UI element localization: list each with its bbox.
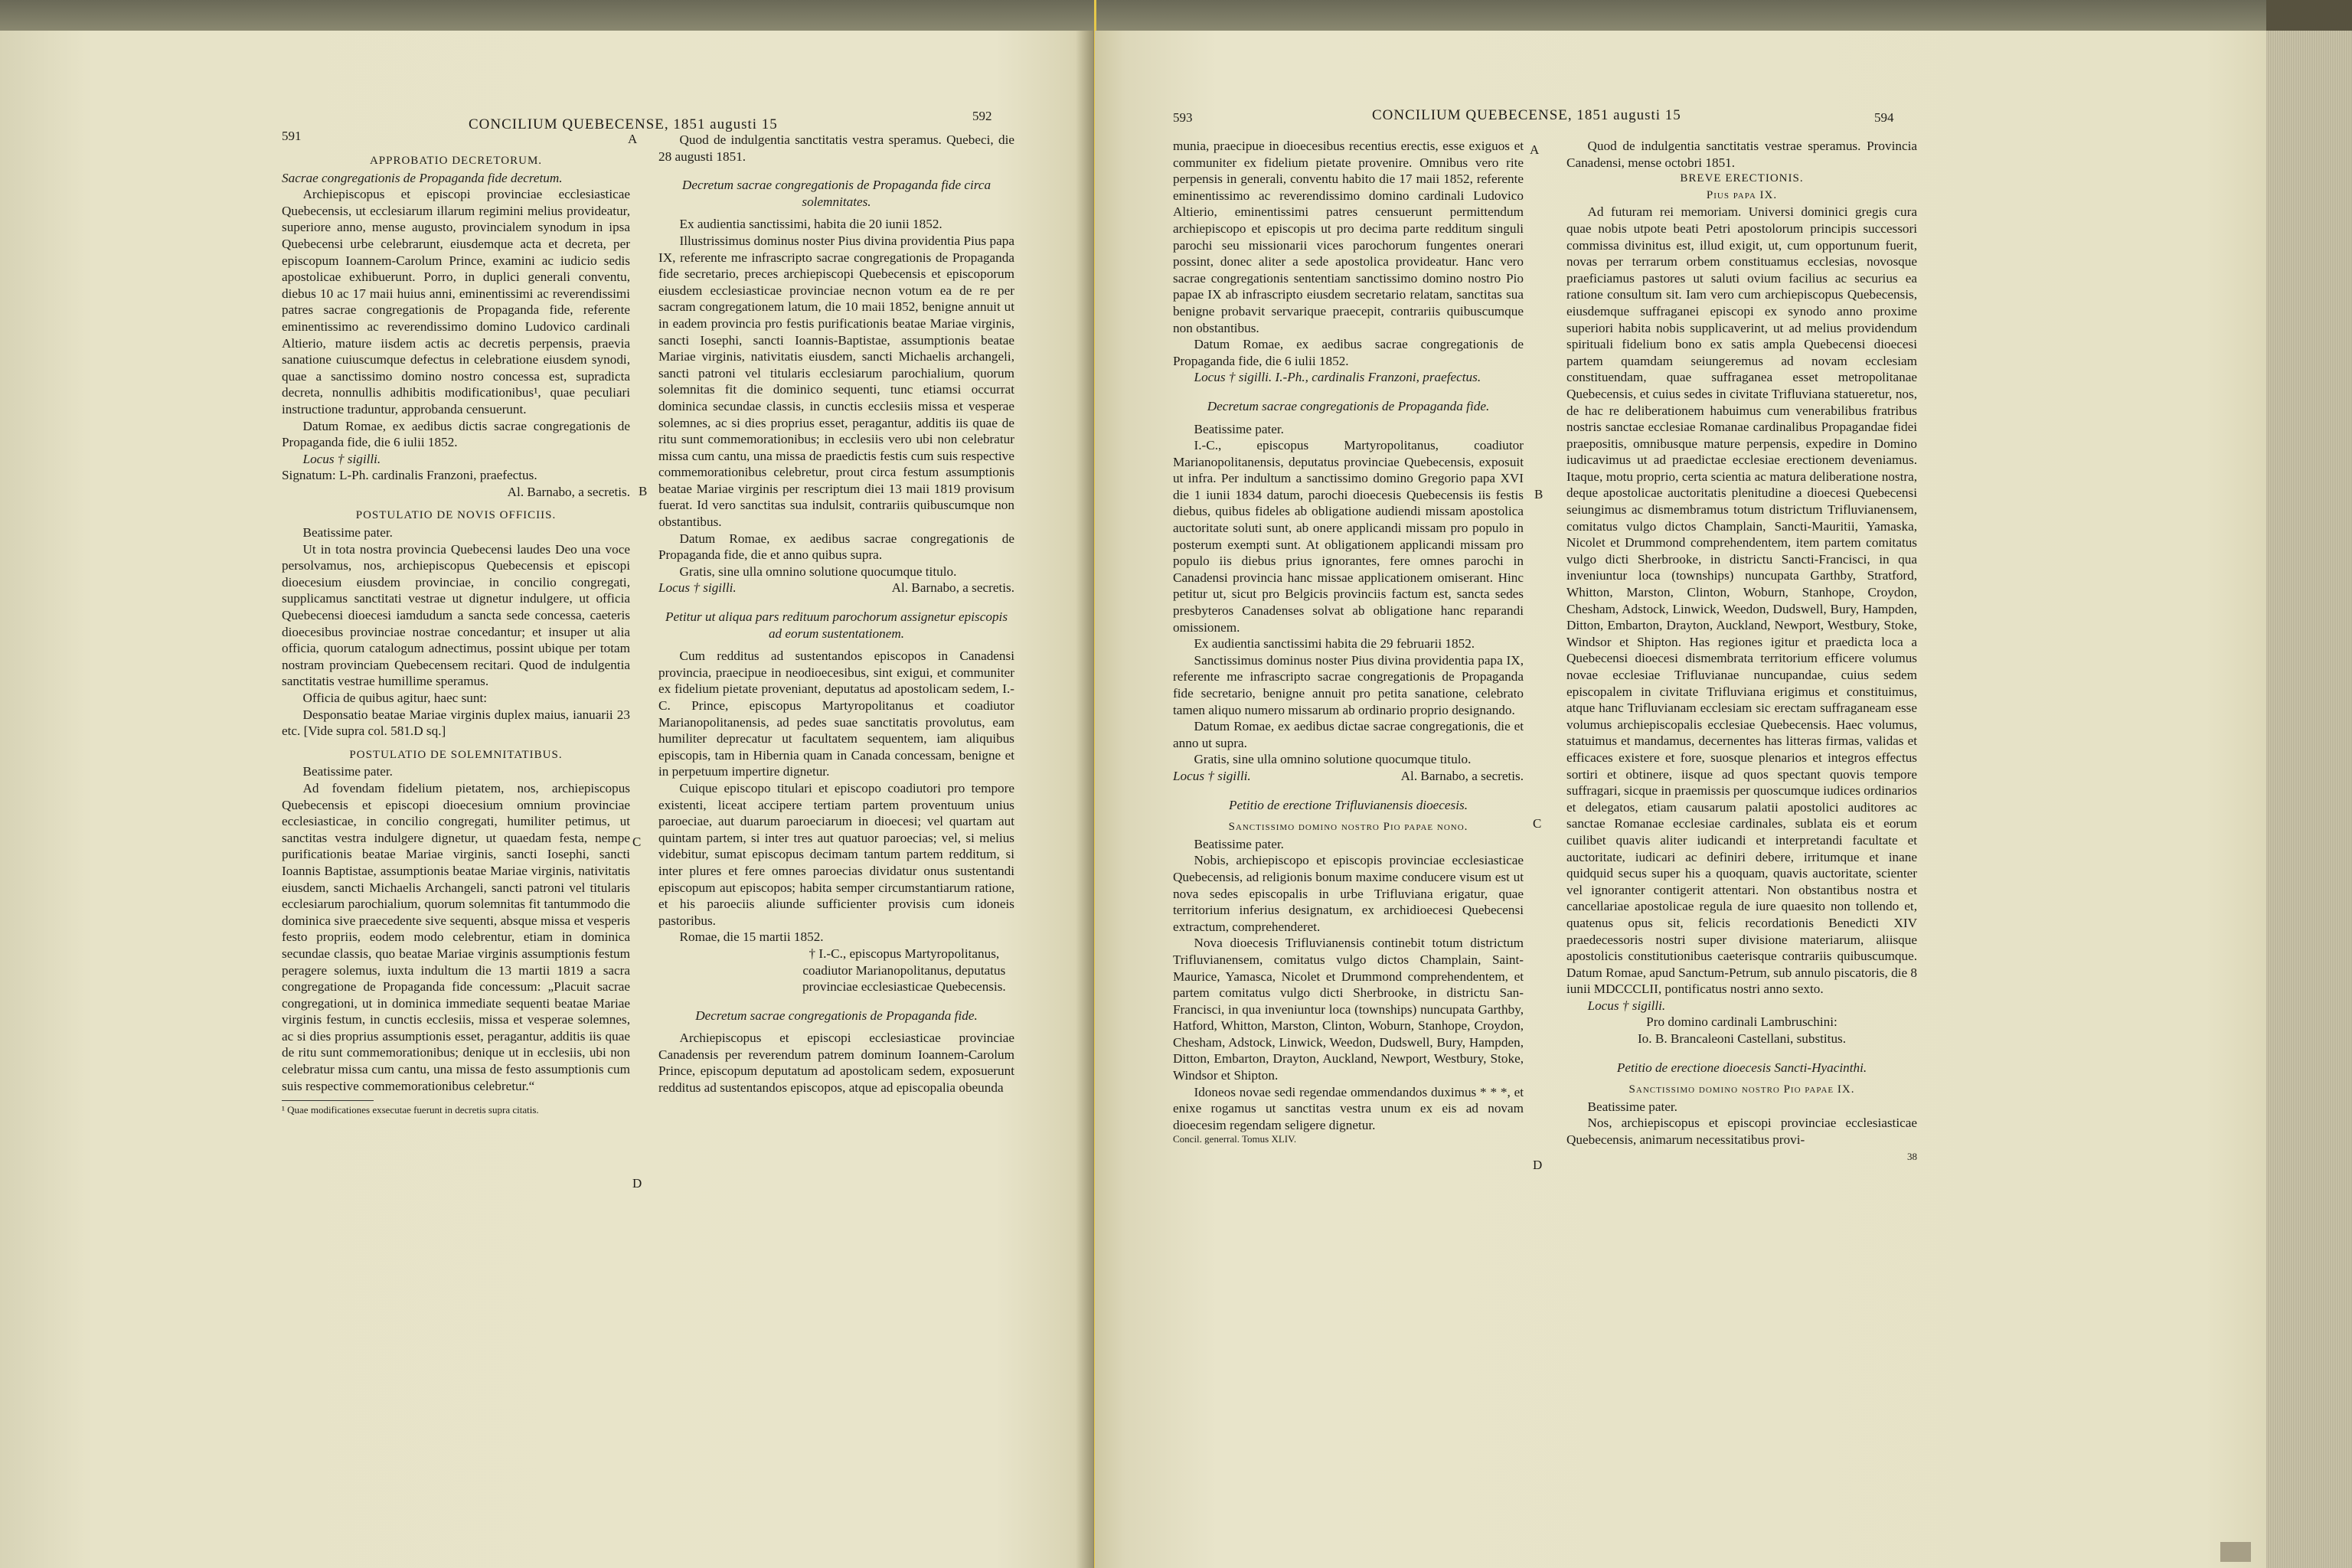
subheading: Decretum sacrae congregationis de Propaganda fide. bbox=[695, 1008, 978, 1023]
seal-line: Locus † sigilli. bbox=[1587, 998, 1666, 1013]
footnote: ¹ Quae modificationes exsecutae fuerunt in decretis supra citatis. bbox=[282, 1104, 539, 1116]
paragraph: Idoneos novae sedi regendae ommendandos duximus * * *, et enixe rogamus ut sanctitas vestra unum ex eis ad novam dioecesim regendam seligere dignetur. bbox=[1173, 1084, 1524, 1132]
paragraph: Quod de indulgentia sanctitatis vestra speramus. Quebeci, die 28 augusti 1851. bbox=[658, 132, 1014, 164]
footnote: Concil. generral. Tomus XLIV. bbox=[1173, 1133, 1297, 1145]
page-edge-top bbox=[2266, 0, 2352, 31]
signature-line: Pro domino cardinali Lambruschini: bbox=[1646, 1014, 1838, 1030]
subheading: Sacrae congregationis de Propaganda fide decretum. bbox=[282, 170, 563, 185]
paragraph: Desponsatio beatae Mariae virginis duplex maius, ianuarii 23 etc. [Vide supra col. 581.D sq.] bbox=[282, 707, 630, 739]
signature-left: Locus † sigilli. bbox=[658, 580, 737, 596]
paragraph: Datum Romae, ex aedibus sacrae congregationis de Propaganda fide, die et anno quibus supra. bbox=[658, 531, 1014, 563]
margin-letter-b: B bbox=[639, 484, 648, 498]
paragraph: Beatissime pater. bbox=[302, 764, 393, 779]
signature-line: Io. B. Brancaleoni Castellani, substitus. bbox=[1637, 1031, 1847, 1047]
signature-left: Signatum: L-Ph. cardinalis Franzoni, praefectus. bbox=[282, 468, 537, 483]
signature-row bbox=[282, 467, 630, 484]
left-page bbox=[0, 31, 1095, 1568]
section-heading: POSTULATIO DE SOLEMNITATIBUS. bbox=[349, 748, 563, 761]
column-number-right: 592 bbox=[972, 109, 992, 123]
paragraph: Quod de indulgentia sanctitatis vestrae speramus. Provincia Canadensi, mense octobri 1851. bbox=[1566, 139, 1917, 170]
column-number-left: 591 bbox=[282, 129, 302, 143]
margin-letter-d: D bbox=[632, 1176, 642, 1191]
page-edges bbox=[2266, 31, 2352, 1568]
spacer bbox=[1173, 785, 1524, 792]
footnote-rule bbox=[282, 1100, 374, 1101]
paragraph: I.-C., episcopus Martyropolitanus, coadiutor Marianopolitanensis, deputatus provinciae Quebecensis, exposuit ut infra. Per indultum a sanctissimo domino Gregorio papa XVI die 1 iunii 1834 datum, parochi dioecesis Quebecensis iis festis diebus, quibus fideles ab obligatione audiendi missam apostolica auctoritate soluti sunt, ab onere applicandi missam pro populo in posterum exempti sunt. At obligationem applicandi missam pro populo iis diebus prius ignorantes, fere omnes parochi in Canadensi provincia hanc missae applicationem omiserant. Hinc petitur ut, sicut pro Belgicis provinciis factum est, sancta sedes presbyteros Canadenses solvat ab obligatione hanc reparandi omissionem. bbox=[1173, 438, 1524, 635]
signature-number: 38 bbox=[1907, 1150, 1917, 1162]
paragraph: Officia de quibus agitur, haec sunt: bbox=[302, 691, 488, 705]
paragraph: Nova dioecesis Trifluvianensis continebit totum districtum Trifluvianensem, comitatus vulgo dictos Champlain, Saint-Maurice, Yamasca, Nicolet et Drummond comprehendentem, et partem comitatus vulgo dicti Sherbrooke, in districtu San-Francisci, in qua inveniuntur loca (townships) nuncupata Garthby, Hatford, Whitton, Marston, Clinton, Woburn, Stanhope, Croydon, Chesham, Adstock, Linwick, Weedon, Dudswell, Bury, Hampden, Ditton, Embarton, Drayton, Auckland, Newport, Westbury, Stoke, Windsor et Shipton. bbox=[1173, 936, 1524, 1083]
spacer bbox=[282, 500, 630, 508]
subheading: Petitio de erectione Trifluvianensis dioecesis. bbox=[1228, 797, 1468, 812]
right-page bbox=[1095, 31, 2266, 1568]
margin-letter-b: B bbox=[1534, 487, 1544, 501]
signature-row bbox=[658, 580, 1014, 596]
margin-letter-a: A bbox=[1530, 142, 1540, 157]
paragraph: Ex audientia sanctissimi, habita die 20 iunii 1852. bbox=[679, 217, 942, 232]
paragraph: Sanctissimus dominus noster Pius divina providentia papa IX, referente me infrascripto sacrae congregationis de Propaganda fide secretario, benigne annuit pro petita sanatione, celebrato tamen aliquo numero missarum ab ordinario proprio designando. bbox=[1173, 652, 1524, 717]
book-tab bbox=[2220, 1542, 2251, 1562]
margin-letter-a: A bbox=[628, 132, 638, 146]
paragraph: Cum redditus ad sustentandos episcopos in Canadensi provincia, praecipue in neodioecesibus, sint exigui, et communiter ex fidelium pietate proveniant, deputatus ad apostolicam sedem, I.-C. Prince, episcopus Martyropolitanus et coadiutor Marianopolitanensis, ad pedes suae sanctitatis provolutus, eam humiliter deprecatur ut facultatem sequentem, iam aliquibus episcopis, tam in Hibernia quam in Canada concessam, benigne et in perpetuum impertire dignetur. bbox=[658, 648, 1014, 779]
paragraph: Beatissime pater. bbox=[1194, 421, 1284, 436]
column-number-right: 594 bbox=[1874, 110, 1894, 125]
section-heading: POSTULATIO DE NOVIS OFFICIIS. bbox=[355, 509, 557, 522]
paragraph: Ut in tota nostra provincia Quebecensi laudes Deo una voce persolvamus, nos, archiepiscopus Quebecensis et episcopi dioecesium eiusdem provinciae, in concilio congregati, supplicamus sanctitati vestrae ut dignetur indulgere, ut officia Quebecensi dioecesi iamdudum a sancta sede concessa, caeteris dioecesibus provinciae nostrae concedantur; et insuper ut alia officia, quorum catalogum adnectimus, possint ubique per totam nostram provinciam Quebecensem recitari. Quod de indulgentia sanctitatis vestrae humillime speramus. bbox=[282, 541, 630, 689]
address-line: Sanctissimo domino nostro Pio papae IX. bbox=[1628, 1083, 1855, 1096]
address-line: Sanctissimo domino nostro Pio papae nono. bbox=[1228, 821, 1468, 834]
paragraph: Archiepiscopus et episcopi ecclesiasticae provinciae Canadensis per reverendum patrem dominum Ioannem-Carolum Prince, episcopum deputatum ad apostolicam sedem, exposuerunt redditus ad sustentandos episcopos, atque ad episcopalia obeunda bbox=[658, 1031, 1014, 1096]
subheading: Petitio de erectione dioecesis Sancti-Hyacinthi. bbox=[1616, 1060, 1867, 1075]
paragraph: Datum Romae, ex aedibus sacrae congregationis de Propaganda fide, die 6 iulii 1852. bbox=[1173, 337, 1524, 368]
signature-left: Locus † sigilli. bbox=[1173, 768, 1251, 783]
running-header-right: CONCILIUM QUEBECENSE, 1851 augusti 15 bbox=[1372, 107, 1681, 123]
spacer bbox=[1566, 1047, 1917, 1055]
paragraph: Ad fovendam fidelium pietatem, nos, archiepiscopus Quebecensis et episcopi dioecesium omnium provinciae ecclesiasticae, in concilio congregati, humiliter petimus, ut sanctitas vestra indulgere dignetur, ut quaedam festa, nempe purificationis beatae Mariae virginis, sancti Iosephi, sancti Ioannis Baptistae, assumptionis beatae Mariae virginis, nativitatis eiusdem, sancti Michaelis Archangeli, sancti patroni vel titularis ecclesiarum parochialium, quorum solemnitas fit tantummodo die dominica sive praecedente sive sequenti, absque missa et vesperis festo propriis, eodem modo celebrentur, etiam in dominica secundae classis, quo beatae Mariae virginis assumptionis festum peragere solemus, iuxta indultum die 13 martii 1819 a sacra congregatione de Propaganda fide concessum: „Placuit sacrae congregationi, ut in dominica immediate sequenti beatae Mariae virginis festum, in cunctis ecclesiis, missa et vesperae solemnes, ac si dies proprius assumptionis esset, peragantur, additis iis quae de ritu sunt commemorationibus; denique ut in ecclesiis, ubi non celebratur missa cum cantu, una missa de festo assumptionis cum suis respective commemorationibus celebretur.“ bbox=[282, 780, 630, 1093]
subheading: Decretum sacrae congregationis de Propaganda fide circa solemnitates. bbox=[681, 178, 991, 209]
paragraph: Datum Romae, ex aedibus dictae sacrae congregationis, die et anno ut supra. bbox=[1173, 719, 1524, 750]
spacer bbox=[282, 740, 630, 747]
seal-line: Locus † sigilli. I.-Ph., cardinalis Franzoni, praefectus. bbox=[1194, 370, 1481, 385]
seal-line: Locus † sigilli. bbox=[302, 451, 381, 466]
column-593 bbox=[1173, 138, 1524, 1145]
paragraph: Beatissime pater. bbox=[1194, 836, 1284, 851]
paragraph: Romae, die 15 martii 1852. bbox=[679, 929, 824, 945]
paragraph: Ad futuram rei memoriam. Universi dominici gregis cura quae nobis utpote beati Petri apostolorum principis successori commissa divinitus est, illud exigit, ut, cum opportunum fuerit, novas per terrarum orbem constituamus ecclesias, novosque praeficiamus pastores ut saluti ovium facilius ac securius ea ratione consultum sit. Iam vero cum archiepiscopus Quebecensis, eiusdemque suffraganei episcopi ex synodo anno proxime superiori habita nobis supplicaverint, ut ad melius providendum spirituali fidelium bono ex satis ampla Quebecensi dioecesi partem quamdam seiungeremus ad novam ecclesiam constituendam, quae suffraganea esset metropolitanae Quebecensis, et cuius sedes in civitate Trifluviana statueretur, nos, de hac re deliberationem habuimus cum venerabilibus fratribus nostris sanctae ecclesiae Romanae cardinalibus Propagandae fidei praepositis, omnibusque mature perpensis, expedire in Domino iudicavimus ut ad praedictae ecclesiae erectionem deveniamus. Itaque, motu proprio, certa scientia ac matura deliberatione nostra, deque apostolicae auctoritatis plenitudine a dioecesi Quebecensi seiungimus ac dismembramus totum districtum Trifluvianensem, comitatus vulgo dictos Champlain, Sancti-Mauritii, Yamaska, Nicolet et Drummond comprehendentem, item partem comitatus vulgo dicti Sherbrooke, in districtu Sancti-Francisci, in qua inveniuntur loca (townships) nuncupata Garthby, Stratford, Whitton, Marston, Clinton, Woburn, Stanhope, Croydon, Chesham, Adstock, Linwick, Weedon, Dudswell, Bury, Hampden, Ditton, Embarton, Drayton, Auckland, Newport, Westbury, Stoke, Windsor et Shipton. Has regiones igitur et praedicta loca a Quebecensi dioecesi dismembrata territorium efficere volumus novae ecclesiae Trifluvianae nuncupandae, cuius sedem episcopalem in civitate Trifluviana erigimus et constituimus, atque hanc Trifluvianam ecclesiam sic erectam suffraganeam esse volumus archiepiscopalis ecclesiae Quebecensis. Haec volumus, statuimus et mandamus, decernentes has litteras firmas, validas et efficaces existere et fore, suosque plenarios et integros effectus sortiri et obtinere, iisque ad quos spectant quovis tempore suffragari, sicque in praemissis per quoscumque iudices ordinarios et delegatos, etiam causarum palatii apostolici auditores ac sanctae Romanae ecclesiae cardinales, sublata eis et eorum cuilibet quavis aliter iudicandi et interpretandi facultate et auctoritate, iudicari ac definiri debere, irritumque et inane quidquid secus super his a quoquam, quavis auctoritate, scienter vel ignoranter contigerit attentari. Non obstantibus nostra et cancellariae apostolicae regula de iure quaesito non tollendo et, quatenus opus sit, felicis recordationis Benedicti XIV praedecessoris nostri super divisione materiarum, aliisque apostolicis constitutionibus caeterisque contrariis quibuscumque. Datum Romae, apud Sanctum-Petrum, sub annulo piscatoris, die 8 iunii MDCCCLII, pontificatus nostri anno sexto. bbox=[1566, 204, 1917, 997]
column-594 bbox=[1566, 138, 1917, 1165]
paragraph: Nos, archiepiscopus et episcopi provinciae ecclesiasticae Quebecensis, animarum necessitatibus provi- bbox=[1566, 1116, 1917, 1148]
address-line: Pius papa IX. bbox=[1706, 188, 1778, 201]
signature-line: Al. Barnabo, a secretis. bbox=[507, 484, 630, 499]
paragraph: munia, praecipue in dioecesibus recentius erectis, esse exiguos et communiter ex fidelium pietate provenire. Omnibus vero rite perpensis in generali, conventu habito die 17 maii 1852, referente eminentissimo ac reverendissimo domino cardinali Ludovico Altierio, eminentissimi patres censuerunt permittendum archiepiscopo et episcopis ut pro decima parte redditum singuli parochi seu missionarii vices parochorum fungentes onerari possint, donec aliter a sede apostolica provideatur. Hanc vero sacrae congregationis sententiam sanctissimo domino nostro Pio papae IX ab infrascripto eiusdem secretario relatam, sanctitas sua benigne probavit servarique praecepit, contrariis quibuscumque non obstantibus. bbox=[1173, 139, 1524, 335]
paragraph: Gratis, sine ulla omnino solutione quocumque titulo. bbox=[679, 564, 957, 579]
subheading: Decretum sacrae congregationis de Propaganda fide. bbox=[1207, 398, 1490, 413]
margin-letter-c: C bbox=[1533, 816, 1542, 831]
paragraph: Gratis, sine ulla omnino solutione quocumque titulo. bbox=[1194, 752, 1472, 767]
spacer bbox=[658, 596, 1014, 604]
paragraph: Beatissime pater. bbox=[1587, 1099, 1677, 1114]
section-heading: APPROBATIO DECRETORUM. bbox=[369, 155, 543, 167]
margin-letter-d: D bbox=[1533, 1158, 1543, 1172]
column-592 bbox=[658, 132, 1014, 1096]
column-number-left: 593 bbox=[1173, 110, 1193, 125]
spacer bbox=[1173, 386, 1524, 394]
background-top bbox=[0, 0, 2266, 31]
signature-right: Al. Barnabo, a secretis. bbox=[1400, 768, 1524, 783]
paragraph: Archiepiscopus et episcopi provinciae ecclesiasticae Quebecensis, ut ecclesiarum illarum regimini melius provideatur, superiore anno, mense augusto, provincialem synodum in ipsa Quebecensi urbe celebrarunt, eiusdemque acta et decreta, per episcopum Ioannem-Carolum Prince, examini ac iudicio sedis apostolicae exhibuerunt. Porro, in duplici generali conventu, diebus 10 ac 17 maii huius anni, eminentissimi ac reverendissimi patres sacrae congregationis de Propaganda fide, referente eminentissimo ac reverendissimo domino Ludovico cardinali Altierio, mature iisdem actis ac decretis perpensis, praevia sanatione cuiuscumque defectus in celebratione eiusdem synodi, quae a sanctissimo domino nostro concessa est, supradicta decreta, nonnullis adhibitis modificationibus¹, quae peculiari instructione traduntur, approbanda censuerunt. bbox=[282, 187, 630, 416]
paragraph: Illustrissimus dominus noster Pius divina providentia Pius papa IX, referente me infrascripto sacrae congregationis de Propaganda fide secretario, preces archiepiscopi Quebecensis et episcoporum eiusdem ecclesiasticae provinciae necnon votum ea de re per sacram congregationem latum, die 10 maii 1852, benigne annuit ut in eadem provincia pro festis purificationis beatae Mariae virginis, sancti Iosephi, sancti Ioannis-Baptistae, assumptionis beatae Mariae virginis, nativitatis eiusdem, sancti Michaelis archangeli, sancti patroni vel titularis ecclesiarum parochialium, quorum solemnitas fit die dominico sequenti, tunc etiamsi occurrat dominica secundae classis, in cunctis ecclesiis missa et vesperae solemnes, ac si dies proprius esset, peragantur, additis iis quae de ritu sunt commemorationibus; in ecclesiis vero ubi non celebratur missa cum cantu, una missa de praedictis festis cum suis respective commemorationibus celebretur, prout circa festum assumptionis beatae Mariae virginis per rescriptum diei 13 maii 1819 provisum fuerat. Id vero sanctitas sua indulsit, contrariis quibuscumque non obstantibus. bbox=[658, 233, 1014, 530]
signature-row bbox=[1173, 768, 1524, 785]
running-header-left: CONCILIUM QUEBECENSE, 1851 augusti 15 bbox=[469, 116, 778, 132]
signature-block: † I.-C., episcopus Martyropolitanus, coadiutor Marianopolitanus, deputatus provinciae ecclesiasticae Quebecensis. bbox=[802, 946, 1006, 995]
margin-letter-c: C bbox=[632, 835, 642, 849]
signature-right: Al. Barnabo, a secretis. bbox=[891, 580, 1014, 596]
section-heading: BREVE ERECTIONIS. bbox=[1680, 172, 1804, 185]
paragraph: Nobis, archiepiscopo et episcopis provinciae ecclesiasticae Quebecensis, ad religionis bonum maxime conducere visum est ut nova sedes episcopalis in urbe Trifluviana erigatur, quae territorium inferius designatum, ex archidioecesi Quebecensi extractum, comprehenderet. bbox=[1173, 853, 1524, 934]
paragraph: Datum Romae, ex aedibus dictis sacrae congregationis de Propaganda fide, die 6 iulii 1852. bbox=[282, 418, 630, 450]
paragraph: Beatissime pater. bbox=[302, 525, 393, 541]
spacer bbox=[658, 165, 1014, 172]
subheading: Petitur ut aliqua pars redituum parochorum assignetur episcopis ad eorum sustentationem. bbox=[665, 609, 1008, 641]
spacer bbox=[658, 995, 1014, 1003]
column-591 bbox=[282, 153, 630, 1116]
paragraph: Cuique episcopo titulari et episcopo coadiutori pro tempore existenti, liceat accipere tertiam partem proventuum unius paroeciae, aut duarum paroeciarum in dioecesi; vel quartam aut quintam partem, si inter tres aut quatuor paroecias; vel, si melius videbitur, sumat episcopus decimam tantum partem redditum, si inter plures et fere omnes paroecias dividatur onus sustentandi episcopum aut episcopos; habita semper circumstantiarum ratione, et his paroeciis aliunde sufficienter provisis cum idoneis pastoribus. bbox=[658, 780, 1014, 928]
paragraph: Ex audientia sanctissimi habita die 29 februarii 1852. bbox=[1194, 636, 1475, 652]
